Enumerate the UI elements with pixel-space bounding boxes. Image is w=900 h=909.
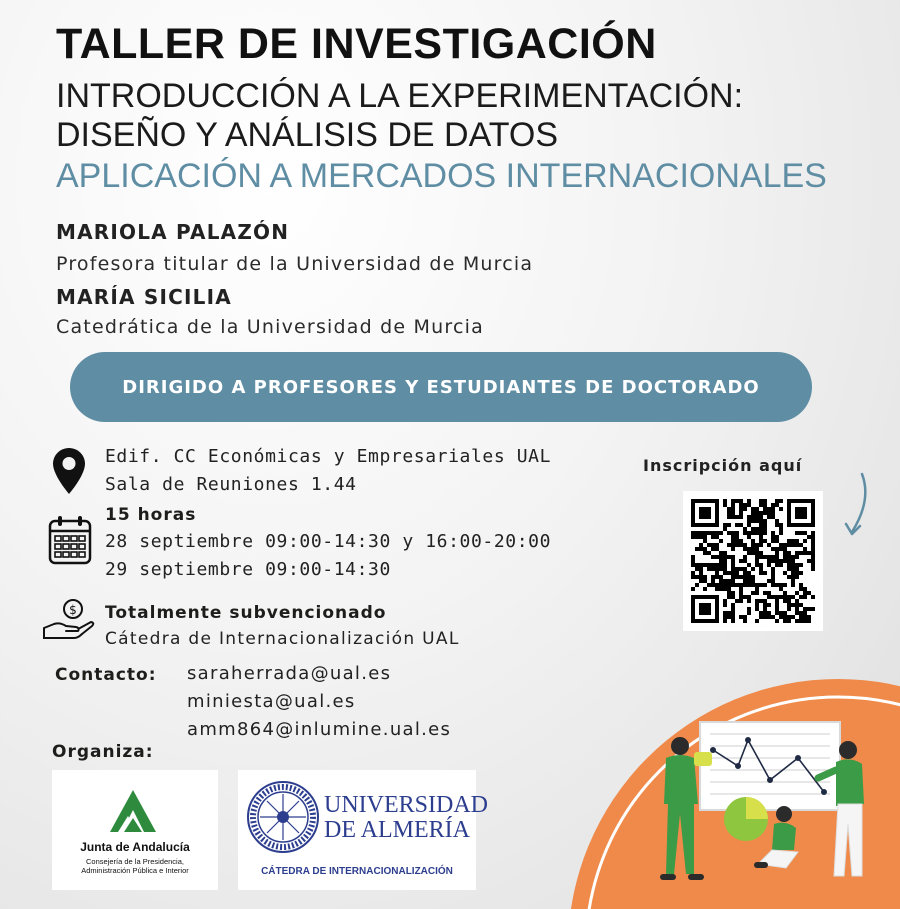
- location-room: Sala de Reuniones 1.44: [105, 474, 357, 495]
- ual-seal-icon: [246, 780, 320, 854]
- junta-line2: Administración Pública e Interior: [81, 866, 189, 875]
- speaker-2-name: MARÍA SICILIA: [56, 285, 232, 309]
- workshop-subtitle-line2: DISEÑO Y ANÁLISIS DE DATOS: [56, 116, 558, 154]
- speaker-1-role: Profesora titular de la Universidad de Murcia: [56, 253, 534, 275]
- junta-name: Junta de Andalucía: [80, 840, 190, 854]
- workshop-title: TALLER DE INVESTIGACIÓN: [56, 20, 657, 68]
- contact-email-2[interactable]: miniesta@ual.es: [187, 691, 356, 712]
- junta-line1: Consejería de la Presidencia,: [86, 857, 184, 866]
- audience-banner: DIRIGIDO A PROFESORES Y ESTUDIANTES DE DOCTORADO: [70, 352, 812, 422]
- funding-detail: Cátedra de Internacionalización UAL: [105, 629, 460, 649]
- qr-code-icon: [691, 499, 815, 623]
- ual-name-line2: DE ALMERÍA: [324, 817, 470, 843]
- workshop-subtitle-line1: INTRODUCCIÓN A LA EXPERIMENTACIÓN:: [56, 77, 744, 115]
- team-chart-illustration: [548, 654, 900, 909]
- location-pin-icon: [52, 447, 86, 495]
- schedule-day1: 28 septiembre 09:00-14:30 y 16:00-20:00: [105, 531, 552, 552]
- ual-subtitle: CÁTEDRA DE INTERNACIONALIZACIÓN: [261, 866, 453, 877]
- junta-andalucia-logo: [52, 770, 218, 890]
- funding-hand-icon: [42, 598, 96, 642]
- arrow-down-icon: [842, 470, 874, 542]
- workshop-subtitle-line3: APLICACIÓN A MERCADOS INTERNACIONALES: [56, 157, 827, 195]
- speaker-2-role: Catedrática de la Universidad de Murcia: [56, 316, 484, 338]
- schedule-day2: 29 septiembre 09:00-14:30: [105, 559, 391, 580]
- registration-label: Inscripción aquí: [643, 456, 803, 475]
- registration-qr-code[interactable]: [683, 491, 823, 631]
- junta-emblem-icon: [102, 788, 164, 834]
- svg-text:$: $: [69, 603, 77, 617]
- funding-title: Totalmente subvencionado: [105, 603, 387, 623]
- contact-email-1[interactable]: saraherrada@ual.es: [187, 663, 392, 684]
- ual-logo: [238, 770, 488, 890]
- schedule-hours: 15 horas: [105, 505, 197, 525]
- contact-label: Contacto:: [55, 665, 157, 685]
- contact-email-3[interactable]: amm864@inlumine.ual.es: [187, 719, 452, 740]
- location-building: Edif. CC Económicas y Empresariales UAL: [105, 446, 552, 467]
- organiza-label: Organiza:: [52, 742, 154, 762]
- ual-name-line1: UNIVERSIDAD: [324, 792, 488, 818]
- speaker-1-name: MARIOLA PALAZÓN: [56, 220, 290, 244]
- calendar-icon: [48, 515, 92, 565]
